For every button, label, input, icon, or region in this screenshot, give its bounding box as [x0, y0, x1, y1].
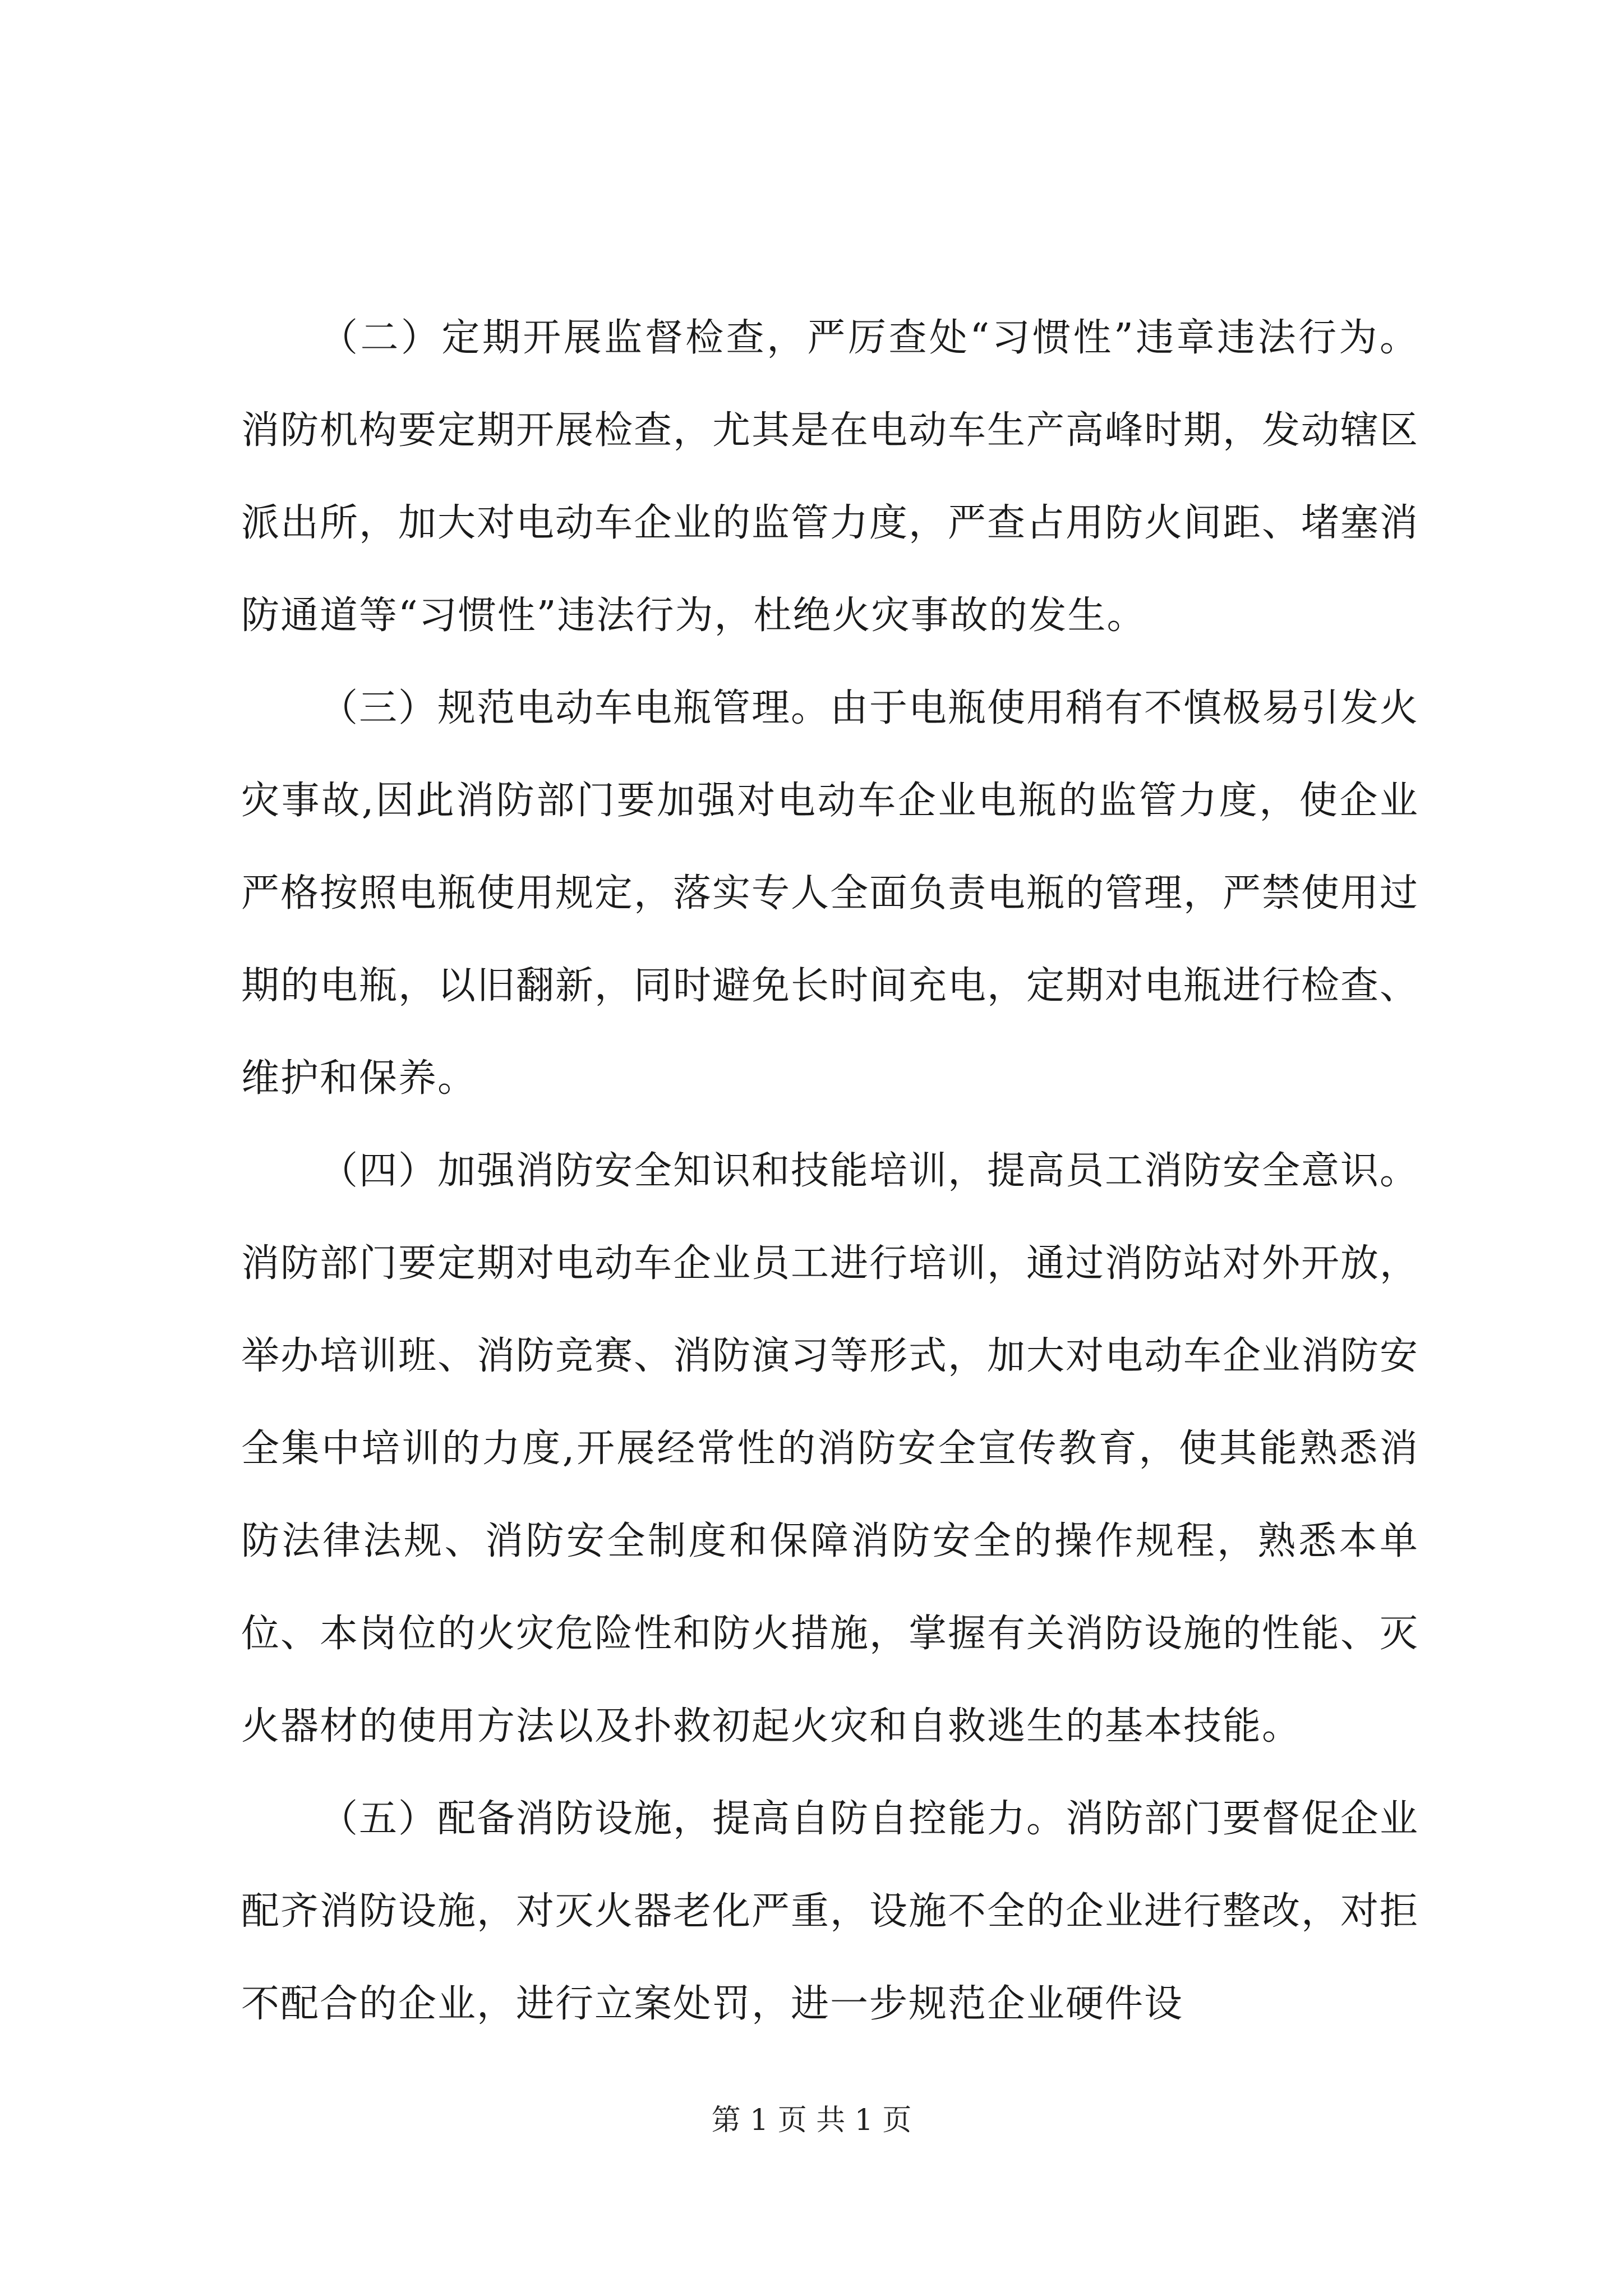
document-body: [241, 292, 1419, 2050]
page-footer: 第 1 页 共 1 页: [711, 2104, 912, 2137]
paragraph-battery: （三）规范电动车电瓶管理。由于电瓶使用稍有不慎极易引发火灾事故,因此消防部门要加强对电动车企业电瓶的监管力度，使企业严格按照电瓶使用规定，落实专人全面负责电瓶的管理，严禁使用过期的电瓶，以旧翻新，同时避免长时间充电，定期对电瓶进行检查、维护和保养。: [241, 686, 1419, 1101]
paragraph-inspection: （二）定期开展监督检查，严厉查处“习惯性”违章违法行为。消防机构要定期开展检查，尤其是在电动车生产高峰时期，发动辖区派出所，加大对电动车企业的监管力度，严查占用防火间距、堵塞消防通道等“习惯性”违法行为，杜绝火灾事故的发生。: [241, 316, 1419, 638]
paragraph-training: （四）加强消防安全知识和技能培训，提高员工消防安全意识。消防部门要定期对电动车企业员工进行培训，通过消防站对外开放，举办培训班、消防竞赛、消防演习等形式，加大对电动车企业消防安全集中培训的力度,开展经常性的消防安全宣传教育，使其能熟悉消防法律法规、消防安全制度和保障消防安全的操作规程，熟悉本单位、本岗位的火灾危险性和防火措施，掌握有关消防设施的性能、灭火器材的使用方法以及扑救初起火灾和自救逃生的基本技能。: [241, 1149, 1419, 1749]
paragraph-facilities: （五）配备消防设施，提高自防自控能力。消防部门要督促企业配齐消防设施，对灭火器老化严重，设施不全的企业进行整改，对拒不配合的企业，进行立案处罚，进一步规范企业硬件设: [241, 1797, 1419, 2026]
